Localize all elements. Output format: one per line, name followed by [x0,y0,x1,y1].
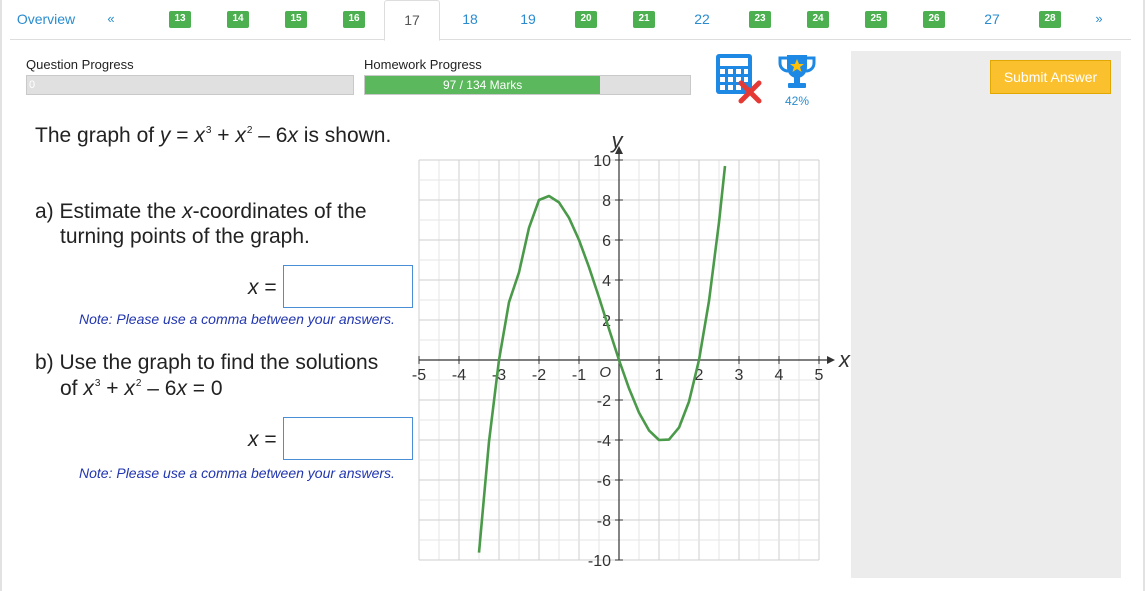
nav-question-label: 18 [462,11,478,27]
question-progress-label: Question Progress [26,57,134,72]
nav-question-22[interactable] [680,0,724,40]
homework-progress-label: Homework Progress [364,57,482,72]
side-panel [851,51,1121,578]
nav-prev-button[interactable]: « [107,11,115,26]
question-progress-bar [26,75,354,95]
submit-answer-button[interactable]: Submit Answer [990,60,1111,94]
x-tick-label: 5 [814,367,824,384]
y-axis-label: y [611,128,623,153]
nav-question-label: 27 [984,11,1000,27]
question-nav [10,0,1131,40]
origin-label: O [599,364,611,381]
part-a-line1-text: a) Estimate the [35,200,183,223]
x-tick-label: 2 [694,367,704,384]
nav-question-badge: 21 [633,11,654,28]
part-a-answer-input[interactable] [283,265,413,308]
part-b-x-label: x = [248,428,277,451]
part-a-line1-var: x [182,200,193,223]
nav-question-badge: 28 [1039,11,1060,28]
x-tick-label: 1 [654,367,664,384]
nav-question-13[interactable] [158,0,202,40]
part-b-line2: of $x^3 + x^2 - 6x = 0$ [60,377,223,400]
nav-question-26[interactable] [912,0,956,40]
part-b-note: Note: Please use a comma between your answers. [79,465,395,481]
nav-question-label: 22 [694,11,710,27]
trophy-icon [776,53,818,91]
y-tick-label: 8 [602,193,611,210]
question-intro-suffix: is shown. [297,124,392,147]
part-a-line1 [35,200,367,224]
nav-question-28[interactable] [1028,0,1072,40]
calculator-disabled-icon[interactable] [715,53,761,103]
nav-question-badge: 26 [923,11,944,28]
y-tick-label: 10 [593,153,611,170]
nav-question-badge: 24 [807,11,828,28]
x-tick-label: -2 [531,367,547,384]
nav-question-18[interactable] [448,0,492,40]
homework-progress-text: 97 / 134 Marks [442,78,523,92]
nav-question-21[interactable] [622,0,666,40]
x-tick-label: -1 [571,367,587,384]
part-b-line1: b) Use the graph to find the solutions [35,351,379,374]
question-intro-prefix: The graph of [35,124,160,147]
x-tick-label: -5 [411,367,427,384]
nav-question-label: 19 [520,11,536,27]
nav-question-badge: 15 [285,11,306,28]
nav-question-20[interactable] [564,0,608,40]
nav-question-14[interactable] [216,0,260,40]
part-b-answer-input[interactable] [283,417,413,460]
nav-question-17[interactable] [384,0,440,41]
y-tick-label: -10 [587,553,611,570]
part-a-line1-rest: -coordinates of the [192,200,367,223]
x-axis-arrow [827,356,835,364]
nav-question-23[interactable] [738,0,782,40]
x-tick-label: 3 [734,367,744,384]
nav-next-button[interactable]: » [1095,11,1103,26]
nav-question-badge: 14 [227,11,248,28]
homework-progress-bar [364,75,691,95]
y-tick-label: 2 [602,313,611,330]
y-tick-label: 4 [602,273,611,290]
nav-question-16[interactable] [332,0,376,40]
nav-question-badge: 16 [343,11,364,28]
nav-question-25[interactable] [854,0,898,40]
y-tick-label: -6 [596,473,611,490]
nav-question-15[interactable] [274,0,318,40]
part-a-note: Note: Please use a comma between your answers. [79,311,395,327]
y-tick-label: -2 [596,393,611,410]
x-tick-label: -4 [451,367,467,384]
y-tick-label: -8 [596,513,611,530]
x-tick-label: 4 [774,367,784,384]
nav-question-19[interactable] [506,0,550,40]
part-a-x-label: x = [248,276,277,299]
y-tick-label: -4 [596,433,611,450]
x-tick-label: -3 [491,367,507,384]
nav-question-27[interactable] [970,0,1014,40]
trophy-button[interactable] [776,53,818,109]
nav-question-24[interactable] [796,0,840,40]
cubic-curve [479,166,725,553]
part-a-line2: turning points of the graph. [60,225,310,248]
part-b-line2-prefix: of [60,377,84,400]
cubic-graph [400,128,850,580]
nav-question-badge: 13 [169,11,190,28]
question-progress-value: 0 [29,79,36,91]
nav-question-badge: 25 [865,11,886,28]
trophy-percent: 42% [784,94,810,108]
y-tick-label: 6 [602,233,611,250]
nav-overview-link[interactable]: Overview [16,11,76,27]
x-axis-label: x [839,347,850,372]
nav-question-badge: 20 [575,11,596,28]
nav-question-badge: 23 [749,11,770,28]
nav-question-label: 17 [404,12,420,28]
part-b-line2-suffix: = 0 [186,377,223,400]
question-intro: The graph of $y = x^3 + x^2 - 6x$ is shown. [35,124,392,147]
